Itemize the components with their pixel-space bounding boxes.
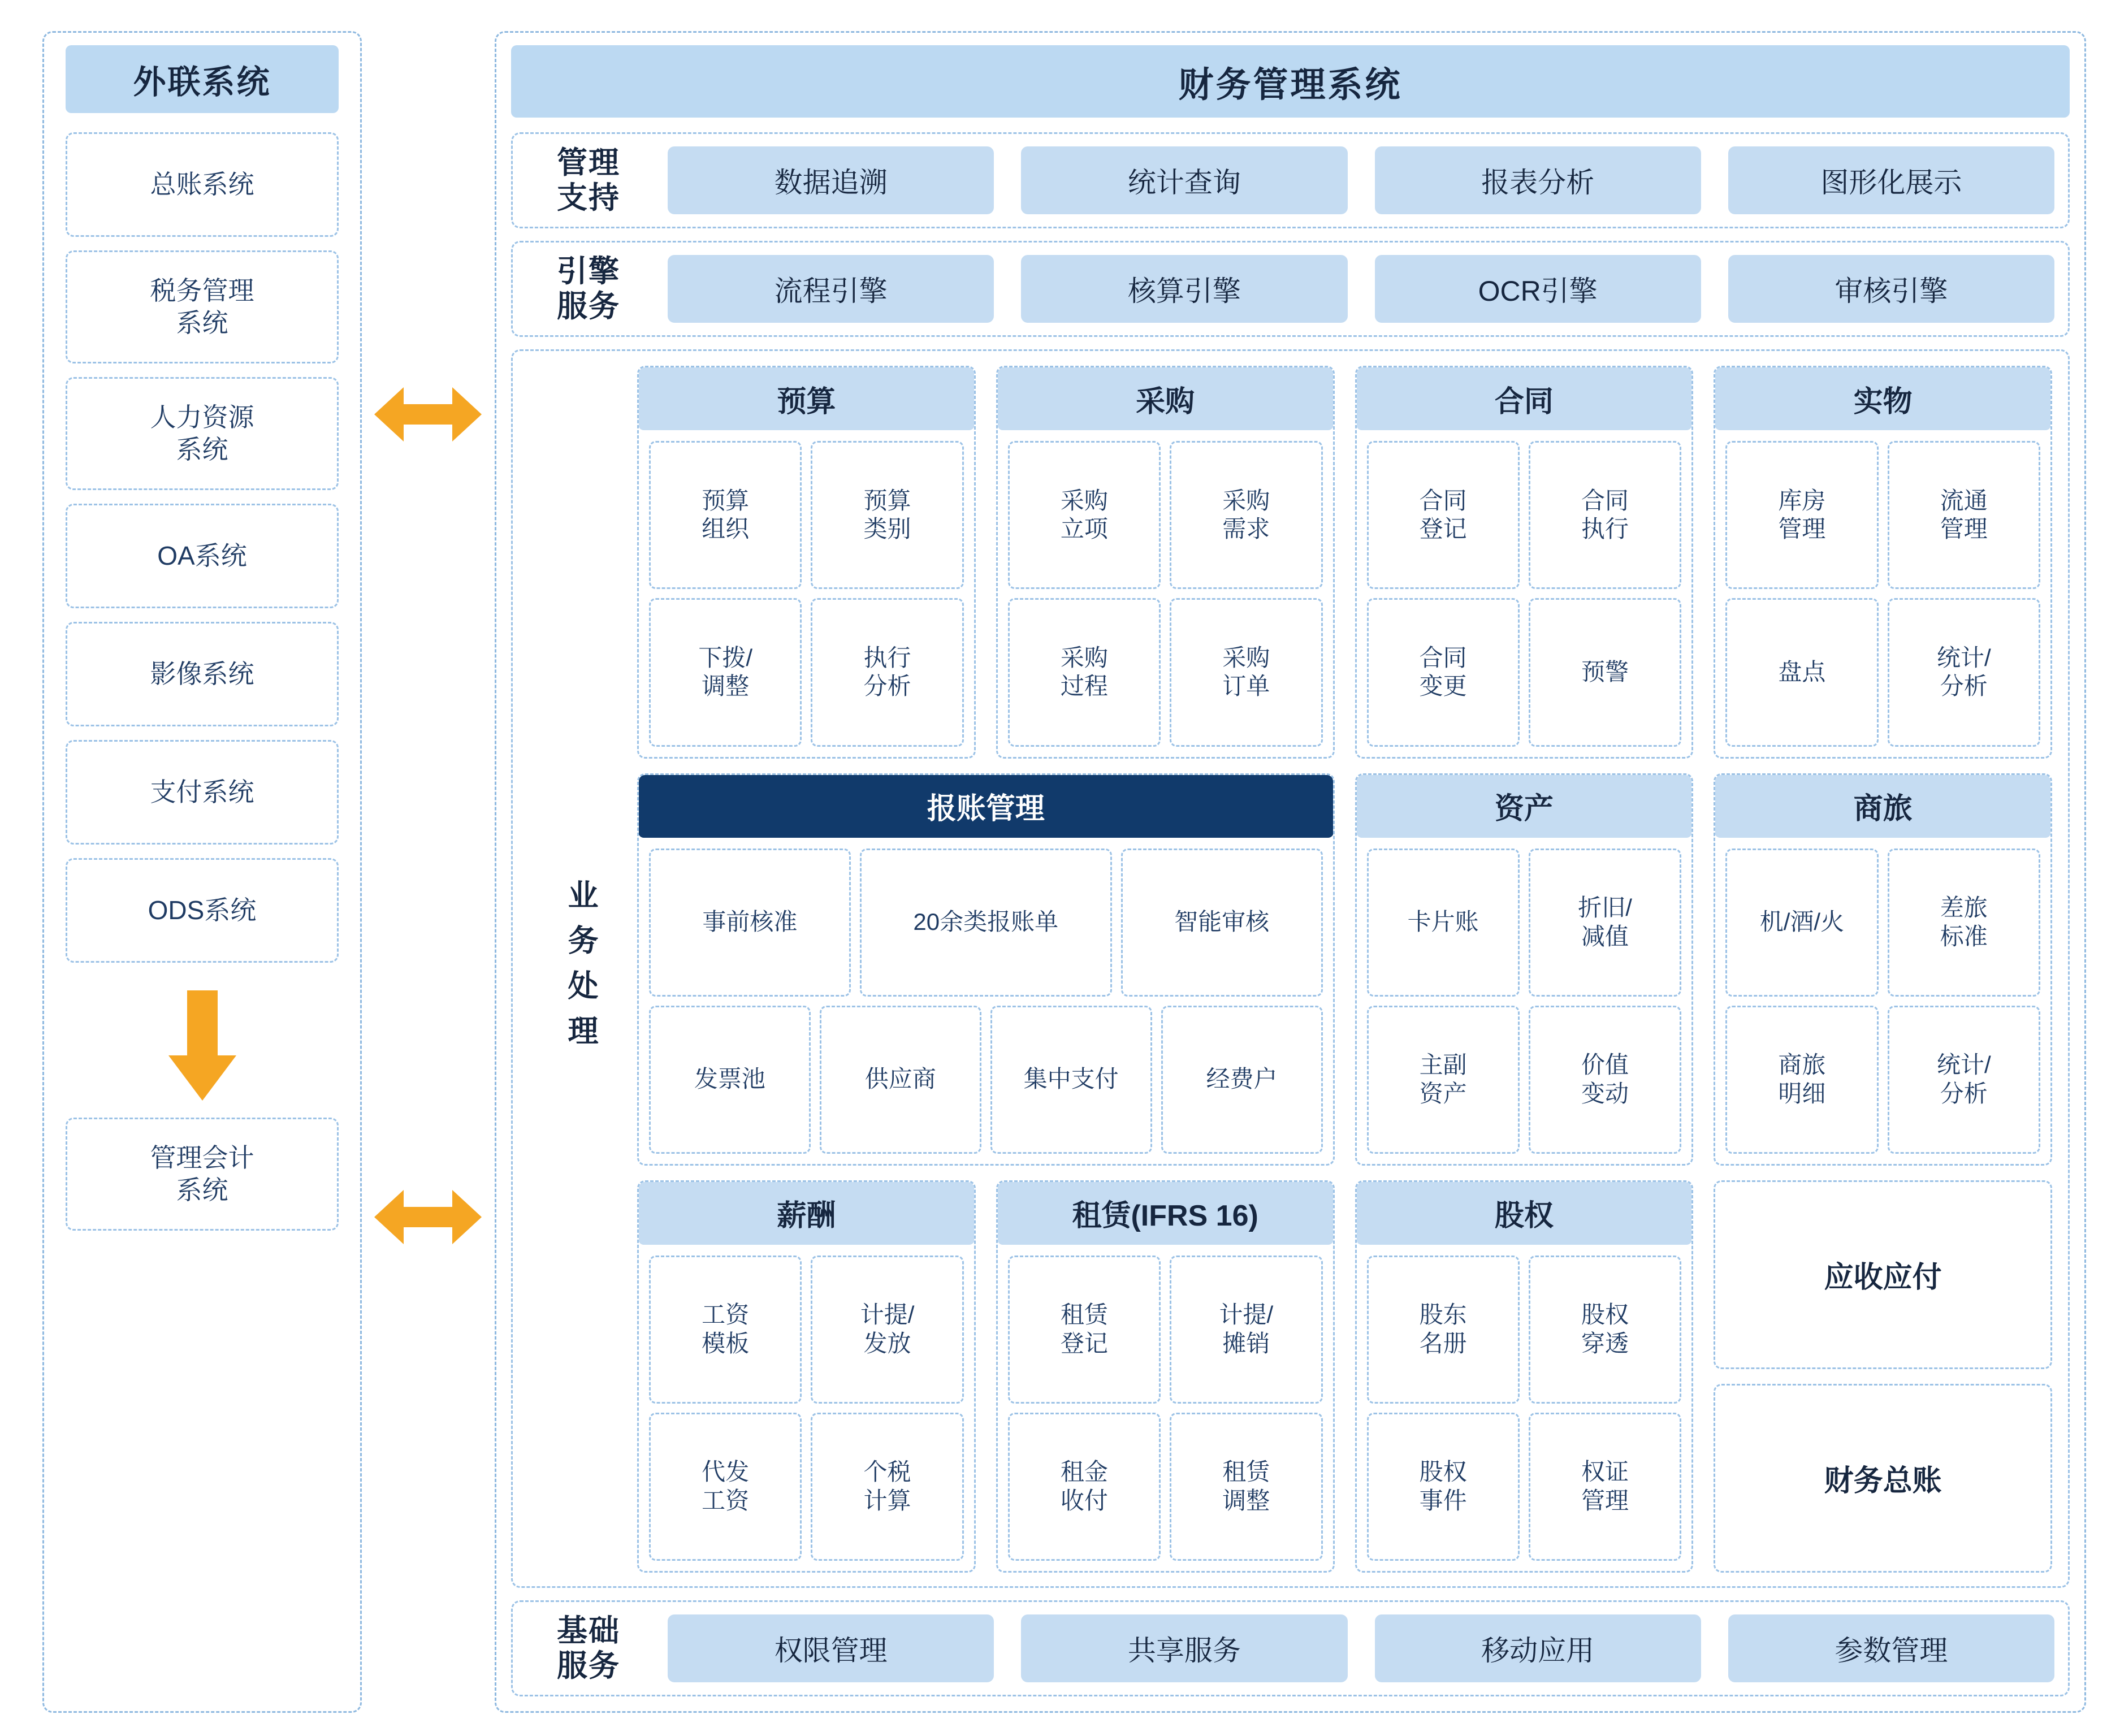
leaf-item[interactable]: 个税 计算 xyxy=(811,1413,963,1561)
leaf-item[interactable]: 计提/ 摊销 xyxy=(1170,1256,1322,1404)
leaf-item[interactable]: 采购 立项 xyxy=(1008,441,1161,589)
chip-audit-engine[interactable]: 审核引擎 xyxy=(1728,255,2054,323)
leaf-item[interactable]: 预算 类别 xyxy=(811,441,963,589)
leaf-item[interactable]: 价值 变动 xyxy=(1529,1006,1681,1154)
business-processing-label xyxy=(524,366,637,1572)
module-title: 报账管理 xyxy=(638,774,1334,838)
leaf-item[interactable]: 差旅 标准 xyxy=(1888,848,2040,997)
leaf-item[interactable]: 合同 登记 xyxy=(1367,441,1520,589)
leaf-item[interactable]: 租金 收付 xyxy=(1008,1413,1161,1561)
chip-report-analysis[interactable]: 报表分析 xyxy=(1375,146,1701,214)
module-body xyxy=(1715,430,2050,756)
external-item-general-ledger[interactable] xyxy=(66,132,339,237)
module-physical-assets[interactable] xyxy=(1714,366,2052,758)
module-body xyxy=(639,837,1333,1164)
chip-graphical-display[interactable]: 图形化展示 xyxy=(1728,146,2054,214)
leaf-item[interactable]: 事前核准 xyxy=(649,848,851,997)
external-systems-panel xyxy=(42,31,362,1713)
module-contract[interactable] xyxy=(1355,366,1694,758)
leaf-item[interactable]: 智能审核 xyxy=(1121,848,1323,997)
leaf-item[interactable]: 预算 组织 xyxy=(649,441,802,589)
leaf-item[interactable]: 股东 名册 xyxy=(1367,1256,1520,1404)
leaf-item[interactable]: 统计/ 分析 xyxy=(1888,1006,2040,1154)
module-body xyxy=(998,1244,1333,1571)
leaf-item[interactable]: 集中支付 xyxy=(990,1006,1152,1154)
business-modules-grid xyxy=(637,366,2052,1572)
leaf-item[interactable]: 合同 变更 xyxy=(1367,598,1520,746)
module-title: 商旅 xyxy=(1715,774,2051,838)
module-equity[interactable] xyxy=(1355,1180,1694,1573)
band-management-support xyxy=(511,132,2070,228)
module-assets[interactable] xyxy=(1355,773,1694,1166)
leaf-item[interactable]: 发票池 xyxy=(649,1006,811,1154)
label: 税务管理 系统 xyxy=(150,275,254,337)
module-budget[interactable] xyxy=(637,366,976,758)
band-items xyxy=(651,1614,2054,1682)
chip-accounting-engine[interactable]: 核算引擎 xyxy=(1021,255,1347,323)
external-item-hr[interactable] xyxy=(66,377,339,490)
chip-process-engine[interactable]: 流程引擎 xyxy=(668,255,994,323)
leaf-item[interactable]: 商旅 明细 xyxy=(1725,1006,1878,1154)
leaf-item[interactable]: 机/酒/火 xyxy=(1725,848,1878,997)
chip-mobile-application[interactable]: 移动应用 xyxy=(1375,1614,1701,1682)
module-body xyxy=(1715,837,2050,1164)
business-processing-area xyxy=(511,349,2070,1587)
external-systems-title: 外联系统 xyxy=(66,45,339,113)
leaf-item[interactable]: 统计/ 分析 xyxy=(1888,598,2040,746)
finance-system-title: 财务管理系统 xyxy=(511,45,2070,118)
connector-column xyxy=(362,31,495,1713)
chip-shared-services[interactable]: 共享服务 xyxy=(1021,1614,1347,1682)
module-title: 实物 xyxy=(1715,367,2051,430)
label: 总账系统 xyxy=(150,169,254,199)
leaf-item[interactable]: 流通 管理 xyxy=(1888,441,2040,589)
module-body xyxy=(1357,430,1692,756)
label: 支付系统 xyxy=(150,777,254,807)
module-body xyxy=(1357,1244,1692,1571)
leaf-item[interactable]: 卡片账 xyxy=(1367,848,1520,997)
module-body xyxy=(1357,837,1692,1164)
module-financial-general-ledger[interactable]: 财务总账 xyxy=(1714,1384,2052,1573)
leaf-item[interactable]: 权证 管理 xyxy=(1529,1413,1681,1561)
external-item-payment[interactable] xyxy=(66,740,339,845)
label: 影像系统 xyxy=(150,659,254,689)
leaf-item[interactable]: 合同 执行 xyxy=(1529,441,1681,589)
module-title: 股权 xyxy=(1356,1181,1693,1245)
external-item-imaging[interactable] xyxy=(66,622,339,726)
module-title: 合同 xyxy=(1356,367,1693,430)
module-title: 租赁(IFRS 16) xyxy=(997,1181,1334,1245)
label: 业务处理 xyxy=(564,878,598,1060)
chip-permission-management[interactable]: 权限管理 xyxy=(668,1614,994,1682)
module-title: 薪酬 xyxy=(638,1181,975,1245)
leaf-item[interactable]: 租赁 调整 xyxy=(1170,1413,1322,1561)
double-arrow-top-icon xyxy=(374,387,482,441)
down-arrow-container xyxy=(66,976,339,1118)
leaf-item[interactable]: 库房 管理 xyxy=(1725,441,1878,589)
module-row xyxy=(649,1006,1323,1154)
leaf-item[interactable]: 采购 订单 xyxy=(1170,598,1322,746)
band-engine-services xyxy=(511,241,2070,337)
module-body xyxy=(639,1244,974,1571)
external-item-ods[interactable] xyxy=(66,858,339,963)
chip-statistics-query[interactable]: 统计查询 xyxy=(1021,146,1347,214)
module-title: 预算 xyxy=(638,367,975,430)
module-title: 采购 xyxy=(997,367,1334,430)
double-arrow-bottom-icon xyxy=(374,1190,482,1244)
chip-parameter-management[interactable]: 参数管理 xyxy=(1728,1614,2054,1682)
leaf-item[interactable]: 经费户 xyxy=(1161,1006,1323,1154)
module-row xyxy=(649,848,1323,997)
leaf-item[interactable]: 供应商 xyxy=(820,1006,981,1154)
module-business-travel[interactable] xyxy=(1714,773,2052,1166)
external-item-management-accounting[interactable] xyxy=(66,1118,339,1231)
band-label: 管理 支持 xyxy=(557,146,620,215)
chip-data-trace[interactable]: 数据追溯 xyxy=(668,146,994,214)
leaf-item[interactable]: 股权 穿透 xyxy=(1529,1256,1681,1404)
module-title: 资产 xyxy=(1356,774,1693,838)
module-body xyxy=(998,430,1333,756)
leaf-item[interactable]: 预警 xyxy=(1529,598,1681,746)
leaf-item[interactable]: 盘点 xyxy=(1725,598,1878,746)
finance-system-panel xyxy=(495,31,2086,1713)
band-label: 基础 服务 xyxy=(557,1613,620,1683)
leaf-item[interactable]: 工资 模板 xyxy=(649,1256,802,1404)
module-lease-ifrs16[interactable] xyxy=(996,1180,1335,1573)
chip-ocr-engine[interactable]: OCR引擎 xyxy=(1375,255,1701,323)
module-reimbursement-management[interactable] xyxy=(637,773,1335,1166)
leaf-item[interactable]: 代发 工资 xyxy=(649,1413,802,1561)
module-payroll[interactable] xyxy=(637,1180,976,1573)
module-procurement[interactable] xyxy=(996,366,1335,758)
leaf-item[interactable]: 折旧/ 减值 xyxy=(1529,848,1681,997)
leaf-item[interactable]: 主副 资产 xyxy=(1367,1006,1520,1154)
module-stack-receivables-ledger xyxy=(1714,1180,2052,1573)
label: 人力资源 系统 xyxy=(150,402,254,464)
band-label: 引擎 服务 xyxy=(557,254,620,324)
band-items xyxy=(651,146,2054,214)
leaf-item[interactable]: 计提/ 发放 xyxy=(811,1256,963,1404)
band-items xyxy=(651,255,2054,323)
external-item-tax[interactable] xyxy=(66,250,339,363)
module-body xyxy=(639,430,974,756)
leaf-item[interactable]: 下拨/ 调整 xyxy=(649,598,802,746)
leaf-item[interactable]: 采购 需求 xyxy=(1170,441,1322,589)
external-item-oa[interactable] xyxy=(66,504,339,608)
label: ODS系统 xyxy=(148,895,257,925)
label: 管理会计 系统 xyxy=(150,1142,254,1205)
leaf-item[interactable]: 20余类报账单 xyxy=(860,848,1112,997)
band-base-services xyxy=(511,1600,2070,1696)
module-receivables-payables[interactable]: 应收应付 xyxy=(1714,1180,2052,1369)
leaf-item[interactable]: 租赁 登记 xyxy=(1008,1256,1161,1404)
leaf-item[interactable]: 股权 事件 xyxy=(1367,1413,1520,1561)
leaf-item[interactable]: 采购 过程 xyxy=(1008,598,1161,746)
leaf-item[interactable]: 执行 分析 xyxy=(811,598,963,746)
label: OA系统 xyxy=(157,540,247,570)
